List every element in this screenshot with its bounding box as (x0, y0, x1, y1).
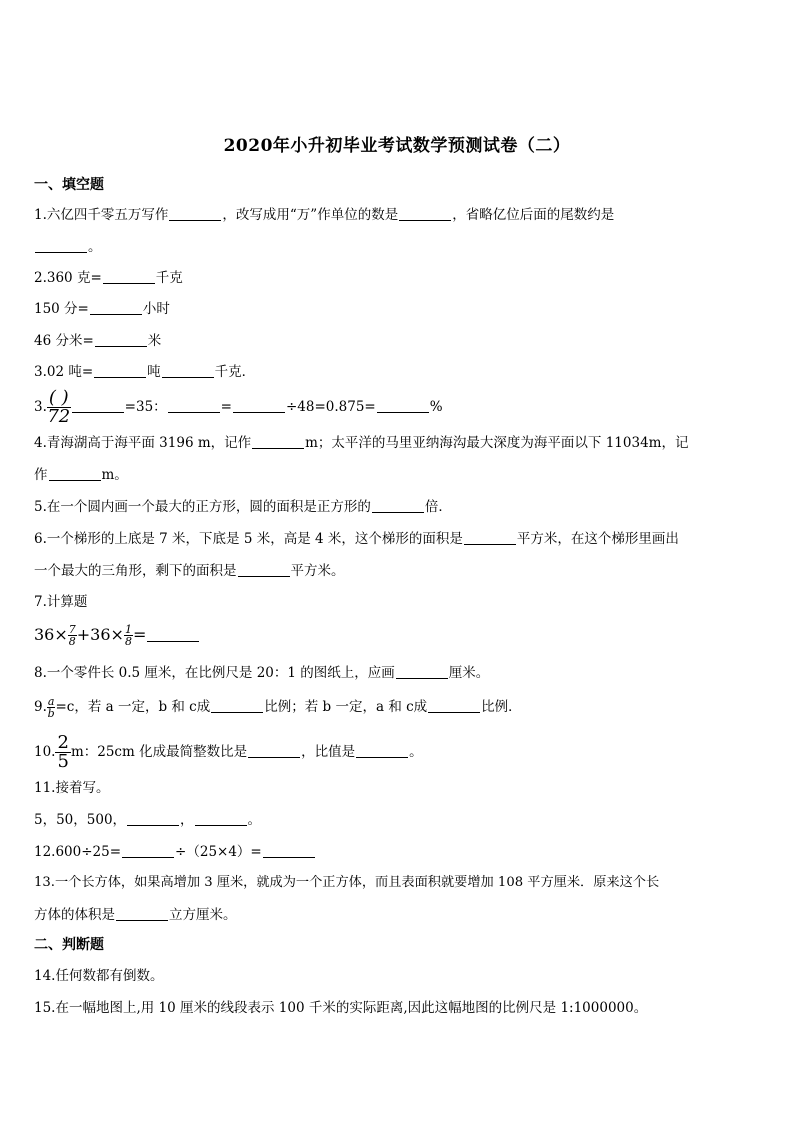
question-3: 3.02 吨= 吨 千克． (34, 364, 256, 380)
question-14: 14.任何数都有倒数。 (34, 968, 164, 984)
question-1: 1.六亿四千零五万写作 ，改写成用“万”作单位的数是 ，省略亿位后面的尾数约是 (34, 207, 615, 223)
answer-blank[interactable] (233, 398, 285, 413)
answer-blank[interactable] (238, 562, 290, 577)
question-2a: 2.360 克= 千克 (34, 270, 183, 286)
question-15: 15.在一幅地图上,用 10 厘米的线段表示 100 千米的实际距离,因此这幅地图的比例尺是 1:1000000。 (34, 1000, 648, 1016)
section-fill-in: 一、填空题 (34, 177, 104, 193)
question-11-sequence: 5，50，500， ， 。 (34, 812, 262, 828)
answer-blank[interactable] (211, 698, 263, 713)
question-2c: 46 分米= 米 (34, 333, 162, 349)
answer-blank[interactable] (252, 434, 304, 449)
fraction: $\frac{7}{8}$ (68, 623, 76, 648)
answer-blank[interactable] (147, 627, 199, 642)
fraction: $\frac{2}{5}$ (57, 732, 69, 772)
answer-blank[interactable] (95, 332, 147, 347)
answer-blank[interactable] (116, 906, 168, 921)
answer-blank[interactable] (464, 530, 516, 545)
answer-blank[interactable] (122, 843, 174, 858)
fraction: $\frac{a}{b}$ (47, 695, 55, 720)
section-true-false: 二、判断题 (34, 937, 104, 953)
answer-blank[interactable] (90, 300, 142, 315)
question-7-expression: 36× $\frac{7}{8}$ +36× $\frac{1}{8}$ = (34, 618, 764, 654)
fraction: $\frac{1}{8}$ (124, 623, 132, 648)
question-11: 11.接着写。 (34, 780, 110, 796)
answer-blank[interactable] (195, 811, 247, 826)
answer-blank[interactable] (49, 466, 101, 481)
question-9: 9. $\frac{a}{b}$ =c，若 a 一定，b 和 c成 比例；若 b 一定，a 和 c成 比例． (34, 695, 522, 720)
answer-blank[interactable] (169, 206, 221, 221)
answer-blank[interactable] (162, 363, 214, 378)
answer-blank[interactable] (399, 206, 451, 221)
question-2b: 150 分= 小时 (34, 301, 170, 317)
question-7: 7.计算题 (34, 594, 88, 610)
question-6: 6.一个梯形的上底是 7 米，下底是 5 米，高是 4 米，这个梯形的面积是 平方米，在这个梯形里画出 (34, 531, 679, 547)
fraction: $\frac{( )}{72}$ (47, 387, 71, 427)
question-13-cont: 方体的体积是 立方厘米。 (34, 907, 237, 923)
question-6-cont: 一个最大的三角形，剩下的面积是 平方米。 (34, 563, 345, 579)
question-10: 10. $\frac{2}{5}$ m：25cm 化成最简整数比是 ，比值是 。 (34, 732, 423, 772)
answer-blank[interactable] (72, 398, 124, 413)
question-3b: 3. $\frac{( )}{72}$ =35： = ÷48=0.875= % (34, 387, 443, 427)
question-5: 5.在一个圆内画一个最大的正方形，圆的面积是正方形的 倍． (34, 499, 452, 515)
answer-blank[interactable] (356, 743, 408, 758)
answer-blank[interactable] (428, 698, 480, 713)
answer-blank[interactable] (396, 664, 448, 679)
answer-blank[interactable] (372, 498, 424, 513)
question-4: 4.青海湖高于海平面 3196 m，记作 m；太平洋的马里亚纳海沟最大深度为海平面以下 11034m，记 (34, 435, 689, 451)
answer-blank[interactable] (377, 398, 429, 413)
answer-blank[interactable] (168, 398, 220, 413)
question-1-cont: 。 (34, 237, 764, 257)
answer-blank[interactable] (263, 843, 315, 858)
answer-blank[interactable] (94, 363, 146, 378)
question-13: 13.一个长方体，如果高增加 3 厘米，就成为一个正方体，而且表面积就要增加 108 平方厘米．原来这个长 (34, 875, 660, 890)
answer-blank[interactable] (103, 269, 155, 284)
answer-blank[interactable] (127, 811, 179, 826)
question-8: 8.一个零件长 0.5 厘米，在比例尺是 20：1 的图纸上，应画 厘米。 (34, 665, 490, 681)
question-4-cont: 作 m。 (34, 467, 128, 483)
answer-blank[interactable] (248, 743, 300, 758)
answer-blank[interactable] (35, 238, 87, 253)
question-12: 12.600÷25= ÷（25×4）= (34, 842, 764, 862)
page-title: 2020年小升初毕业考试数学预测试卷（二） (223, 136, 571, 156)
